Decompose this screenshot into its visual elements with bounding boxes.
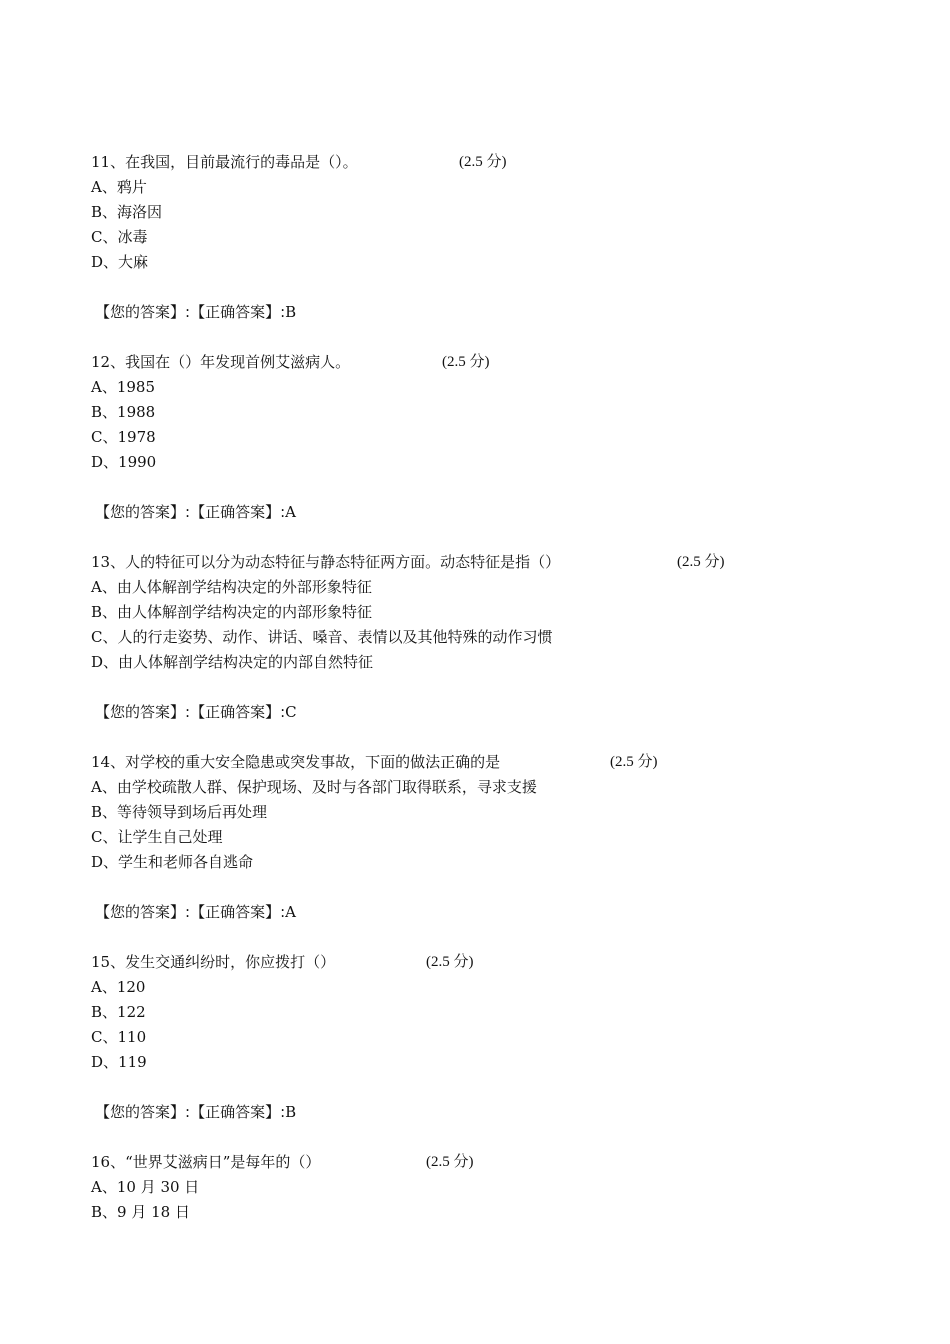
question-title: 15、发生交通纠纷时，你应拨打（） xyxy=(91,953,336,971)
correct-answer-value: A xyxy=(285,503,296,521)
answer-line xyxy=(91,300,911,325)
option-b: B、由人体解剖学结构决定的内部形象特征 xyxy=(91,603,373,621)
correct-answer-value: B xyxy=(285,1103,297,1121)
question-score: (2.5 分) xyxy=(426,954,474,970)
answer-line xyxy=(91,500,911,525)
question-score: (2.5 分) xyxy=(426,1154,474,1170)
option-d: D、1990 xyxy=(91,453,157,471)
correct-answer-label: 【正确答案】: xyxy=(190,303,286,321)
answer-line xyxy=(91,1100,911,1125)
question-14 xyxy=(91,750,911,950)
spacer xyxy=(91,275,911,300)
spacer xyxy=(91,525,911,550)
option-c: C、1978 xyxy=(91,428,156,446)
question-header xyxy=(91,1150,911,1175)
option-d: D、学生和老师各自逃命 xyxy=(91,853,254,871)
correct-answer-value: A xyxy=(285,903,296,921)
question-title: 11、在我国，目前最流行的毒品是（）。 xyxy=(91,153,358,171)
question-score: (2.5 分) xyxy=(442,354,490,370)
your-answer-label: 【您的答案】: xyxy=(95,1103,191,1121)
option-c: C、让学生自己处理 xyxy=(91,828,223,846)
question-header xyxy=(91,950,911,975)
correct-answer-label: 【正确答案】: xyxy=(190,703,286,721)
question-title: 16、“世界艾滋病日”是每年的（） xyxy=(91,1153,321,1171)
option-a: A、由学校疏散人群、保护现场、及时与各部门取得联系，寻求支援 xyxy=(91,778,537,796)
spacer xyxy=(91,875,911,900)
correct-answer-label: 【正确答案】: xyxy=(190,903,286,921)
answer-line xyxy=(91,900,911,925)
question-11 xyxy=(91,150,911,350)
option-c: C、人的行走姿势、动作、讲话、嗓音、表情以及其他特殊的动作习惯 xyxy=(91,628,553,646)
spacer xyxy=(91,1125,911,1150)
spacer xyxy=(91,325,911,350)
option-c: C、110 xyxy=(91,1028,147,1046)
option-b: B、9 月 18 日 xyxy=(91,1203,190,1221)
question-score: (2.5 分) xyxy=(610,754,658,770)
question-header xyxy=(91,350,911,375)
option-a: A、10 月 30 日 xyxy=(91,1178,200,1196)
option-d: D、由人体解剖学结构决定的内部自然特征 xyxy=(91,653,374,671)
option-b: B、1988 xyxy=(91,403,156,421)
question-title: 12、我国在（）年发现首例艾滋病人。 xyxy=(91,353,351,371)
option-c: C、冰毒 xyxy=(91,228,148,246)
question-header xyxy=(91,150,911,175)
option-b: B、等待领导到场后再处理 xyxy=(91,803,268,821)
correct-answer-value: C xyxy=(285,703,297,721)
question-15 xyxy=(91,950,911,1150)
spacer xyxy=(91,725,911,750)
your-answer-label: 【您的答案】: xyxy=(95,703,191,721)
question-title: 13、人的特征可以分为动态特征与静态特征两方面。动态特征是指（） xyxy=(91,553,561,571)
spacer xyxy=(91,475,911,500)
question-list xyxy=(91,150,911,1225)
option-a: A、由人体解剖学结构决定的外部形象特征 xyxy=(91,578,372,596)
spacer xyxy=(91,1075,911,1100)
your-answer-label: 【您的答案】: xyxy=(95,503,191,521)
correct-answer-label: 【正确答案】: xyxy=(190,503,286,521)
question-header xyxy=(91,750,911,775)
correct-answer-label: 【正确答案】: xyxy=(190,1103,286,1121)
spacer xyxy=(91,675,911,700)
question-score: (2.5 分) xyxy=(677,554,725,570)
option-a: A、120 xyxy=(91,978,146,996)
option-a: A、1985 xyxy=(91,378,156,396)
your-answer-label: 【您的答案】: xyxy=(95,303,191,321)
answer-line xyxy=(91,700,911,725)
question-13 xyxy=(91,550,911,750)
question-header xyxy=(91,550,911,575)
option-d: D、119 xyxy=(91,1053,147,1071)
correct-answer-value: B xyxy=(285,303,297,321)
option-a: A、鸦片 xyxy=(91,178,147,196)
option-d: D、大麻 xyxy=(91,253,149,271)
question-12 xyxy=(91,350,911,550)
spacer xyxy=(91,925,911,950)
your-answer-label: 【您的答案】: xyxy=(95,903,191,921)
question-16 xyxy=(91,1150,911,1225)
question-score: (2.5 分) xyxy=(459,154,507,170)
option-b: B、海洛因 xyxy=(91,203,163,221)
question-title: 14、对学校的重大安全隐患或突发事故，下面的做法正确的是 xyxy=(91,753,501,771)
option-b: B、122 xyxy=(91,1003,146,1021)
